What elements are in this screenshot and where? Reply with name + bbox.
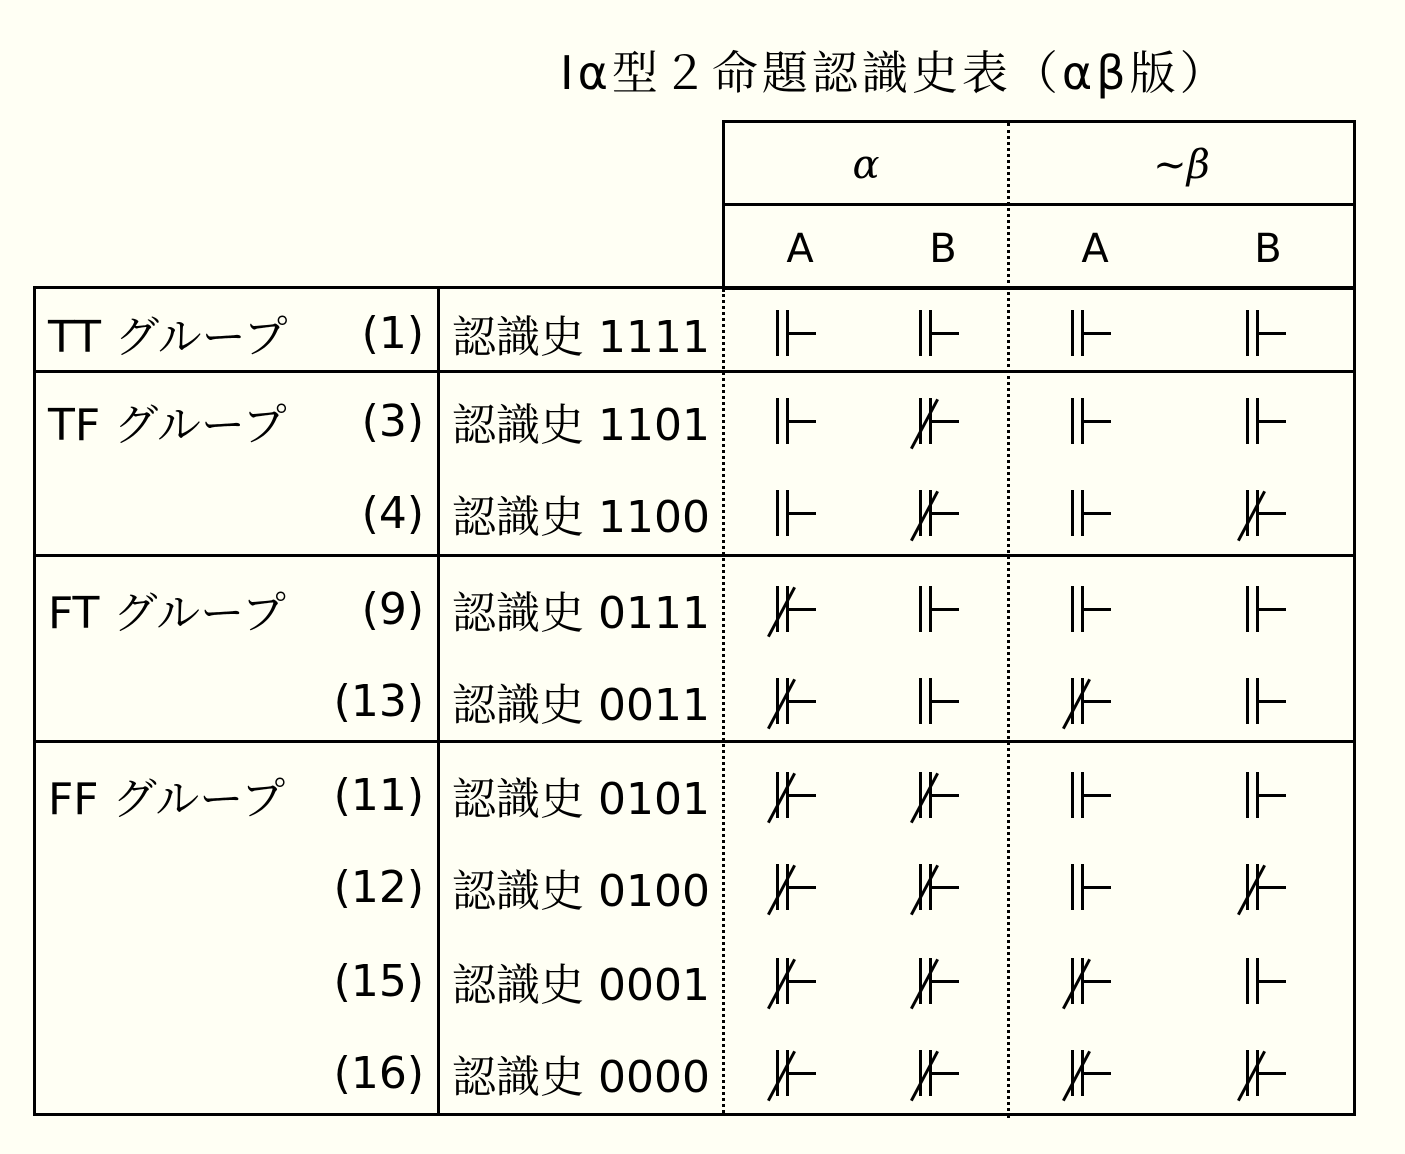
not-forces-symbol xyxy=(868,380,1008,462)
forces-symbol xyxy=(1195,292,1335,374)
forces-symbol xyxy=(1020,754,1160,836)
group-label: TF グループ xyxy=(48,400,287,451)
row-number: (4) xyxy=(361,487,424,539)
column-group-alpha: α xyxy=(852,142,880,188)
not-forces-symbol xyxy=(868,754,1008,836)
not-forces-symbol xyxy=(1020,940,1160,1022)
column-group-not-beta: ~β xyxy=(1153,142,1210,188)
row-number: (16) xyxy=(333,1047,424,1099)
recognition-history: 認識史 0111 xyxy=(452,588,710,639)
row-number: (3) xyxy=(361,395,424,447)
forces-symbol xyxy=(725,292,865,374)
forces-symbol xyxy=(1195,754,1335,836)
not-forces-symbol xyxy=(1195,472,1335,554)
forces-symbol xyxy=(1020,846,1160,928)
not-forces-symbol xyxy=(868,472,1008,554)
forces-symbol xyxy=(1195,940,1335,1022)
forces-symbol xyxy=(725,472,865,554)
not-forces-symbol xyxy=(725,660,865,742)
group-separator-ft xyxy=(33,554,1356,557)
page-title: Ⅰα型２命題認識史表（αβ版） xyxy=(560,46,1230,100)
sub-header-alpha-a: A xyxy=(786,226,814,272)
not-forces-symbol xyxy=(1020,660,1160,742)
recognition-history: 認識史 1101 xyxy=(452,400,710,451)
not-forces-symbol xyxy=(1195,1032,1335,1114)
row-number: (1) xyxy=(361,307,424,359)
row-number: (9) xyxy=(361,583,424,635)
recognition-history: 認識史 1111 xyxy=(452,312,710,363)
recognition-history: 認識史 0100 xyxy=(452,866,710,917)
row-number: (15) xyxy=(333,955,424,1007)
forces-symbol xyxy=(1020,292,1160,374)
group-column-divider xyxy=(437,289,440,1113)
row-number: (13) xyxy=(333,675,424,727)
not-forces-symbol xyxy=(1195,846,1335,928)
forces-symbol xyxy=(868,568,1008,650)
not-forces-symbol xyxy=(725,940,865,1022)
sub-header-alpha-b: B xyxy=(929,226,957,272)
forces-symbol xyxy=(725,380,865,462)
forces-symbol xyxy=(1020,472,1160,554)
not-forces-symbol xyxy=(725,1032,865,1114)
recognition-history: 認識史 0000 xyxy=(452,1052,710,1103)
not-forces-symbol xyxy=(725,754,865,836)
not-forces-symbol xyxy=(725,846,865,928)
forces-symbol xyxy=(1020,568,1160,650)
not-forces-symbol xyxy=(868,846,1008,928)
not-forces-symbol xyxy=(1020,1032,1160,1114)
group-label: TT グループ xyxy=(48,312,288,363)
not-forces-symbol xyxy=(868,1032,1008,1114)
sub-header-beta-a: A xyxy=(1081,226,1109,272)
forces-symbol xyxy=(868,660,1008,742)
sub-header-beta-b: B xyxy=(1254,226,1282,272)
recognition-history: 認識史 0101 xyxy=(452,774,710,825)
row-number: (11) xyxy=(333,769,424,821)
recognition-history: 認識史 0011 xyxy=(452,680,710,731)
not-forces-symbol xyxy=(868,940,1008,1022)
forces-symbol xyxy=(868,292,1008,374)
forces-symbol xyxy=(1195,380,1335,462)
forces-symbol xyxy=(1195,660,1335,742)
recognition-history: 認識史 1100 xyxy=(452,492,710,543)
group-label: FT グループ xyxy=(48,588,286,639)
group-label: FF グループ xyxy=(48,774,286,825)
forces-symbol xyxy=(1020,380,1160,462)
forces-symbol xyxy=(1195,568,1335,650)
row-number: (12) xyxy=(333,861,424,913)
recognition-history: 認識史 0001 xyxy=(452,960,710,1011)
not-forces-symbol xyxy=(725,568,865,650)
